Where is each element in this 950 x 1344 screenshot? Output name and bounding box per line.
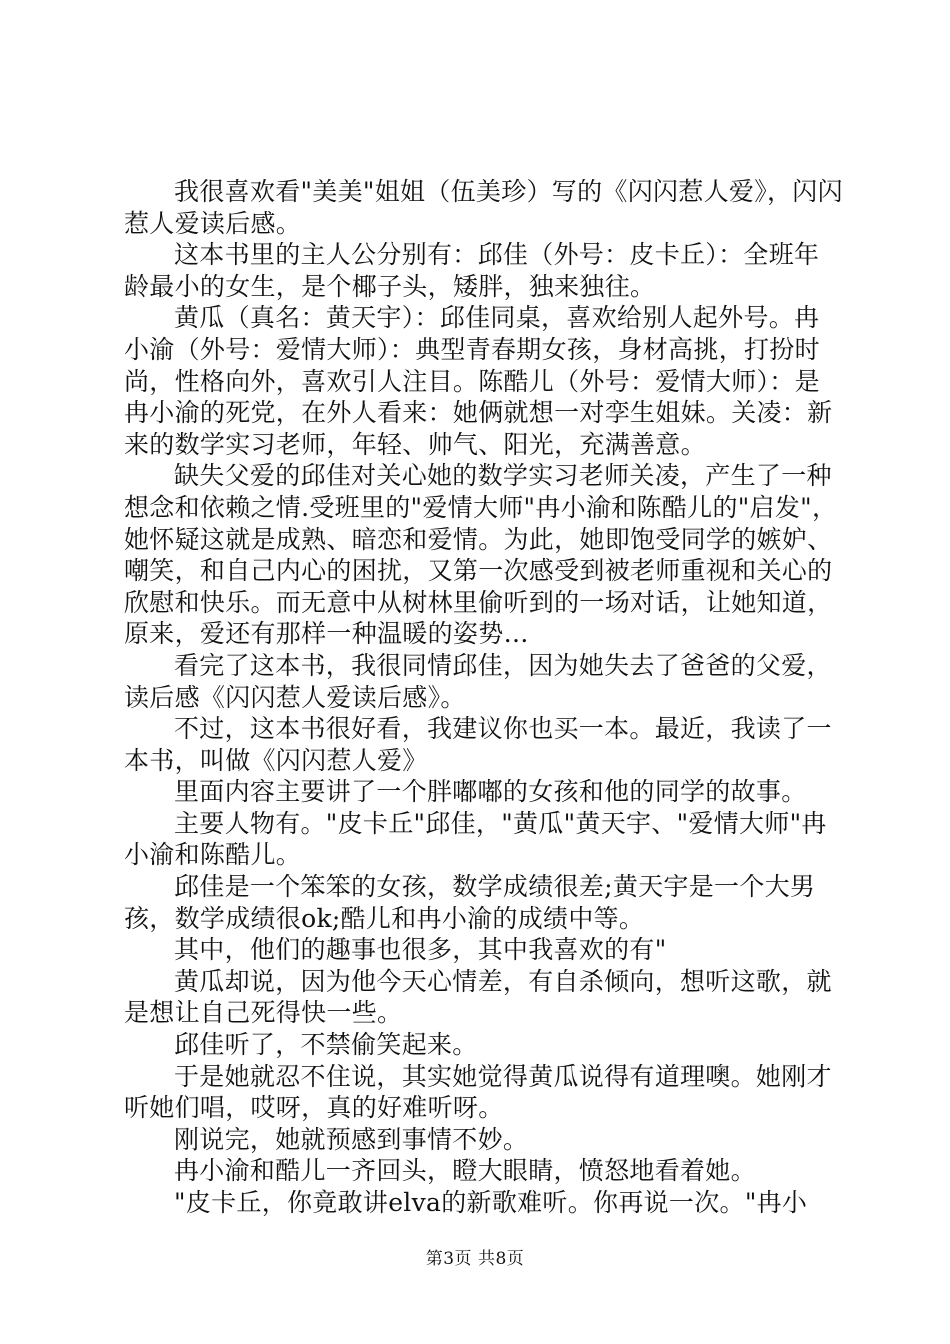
paragraph: 这本书里的主人公分别有：邱佳（外号：皮卡丘）：全班年龄最小的女生，是个椰子头，矮胖，独来独往。 [124, 240, 820, 301]
paragraph: 黄瓜却说，因为他今天心情差，有自杀倾向，想听这歌，就是想让自己死得快一些。 [124, 966, 832, 1028]
paragraph: 我很喜欢看"美美"姐姐（伍美珍）写的《闪闪惹人爱》，闪闪惹人爱读后感。 [124, 177, 843, 238]
paragraph: 缺失父爱的邱佳对关心她的数学实习老师关凌，产生了一种想念和依赖之情.受班里的"爱情大师"冉小渝和陈酷儿的"启发"，她怀疑这就是成熟、暗恋和爱情。为此，她即饱受同学的嫉妒、嘲笑，和自己内心的困扰，又第一次感受到被老师重视和关心的欣慰和快乐。而无意中从树林里偷听到的一场对话，让她知道，原来，爱还有那样一种温暖的姿势… [124, 461, 838, 649]
paragraph: 其中，他们的趣事也很多，其中我喜欢的有" [174, 935, 667, 965]
page-number-footer: 第3页 共8页 [425, 1249, 525, 1269]
paragraph: 主要人物有。"皮卡丘"邱佳，"黄瓜"黄天宇、"爱情大师"冉小渝和陈酷儿。 [124, 808, 827, 870]
paragraph: 于是她就忍不住说，其实她觉得黄瓜说得有道理噢。她刚才听她们唱，哎呀，真的好难听呀。 [124, 1061, 832, 1123]
paragraph: 邱佳听了，不禁偷笑起来。 [174, 1030, 478, 1060]
paragraph: 里面内容主要讲了一个胖嘟嘟的女孩和他的同学的故事。 [174, 777, 807, 807]
document-body [124, 176, 844, 1219]
paragraph: "皮卡丘，你竟敢讲elva的新歌难听。你再说一次。"冉小 [174, 1188, 808, 1217]
paragraph: 不过，这本书很好看，我建议你也买一本。最近，我读了一本书，叫做《闪闪惹人爱》 [124, 714, 832, 775]
paragraph: 看完了这本书，我很同情邱佳，因为她失去了爸爸的父爱，读后感《闪闪惹人爱读后感》。 [124, 650, 832, 712]
paragraph: 刚说完，她就预感到事情不妙。 [174, 1124, 529, 1154]
paragraph: 黄瓜（真名：黄天宇）：邱佳同桌，喜欢给别人起外号。冉小渝（外号：爱情大师）：典型青春期女孩，身材高挑，打扮时尚，性格向外，喜欢引人注目。陈酷儿（外号：爱情大师）：是冉小渝的死党，在外人看来：她俩就想一对孪生姐妹。关凌：新来的数学实习老师，年轻、帅气、阳光，充满善意。 [124, 303, 833, 459]
paragraph: 冉小渝和酷儿一齐回头，瞪大眼睛，愤怒地看着她。 [174, 1156, 756, 1186]
paragraph: 邱佳是一个笨笨的女孩，数学成绩很差;黄天宇是一个大男孩，数学成绩很ok;酷儿和冉小渝的成绩中等。 [124, 872, 816, 933]
